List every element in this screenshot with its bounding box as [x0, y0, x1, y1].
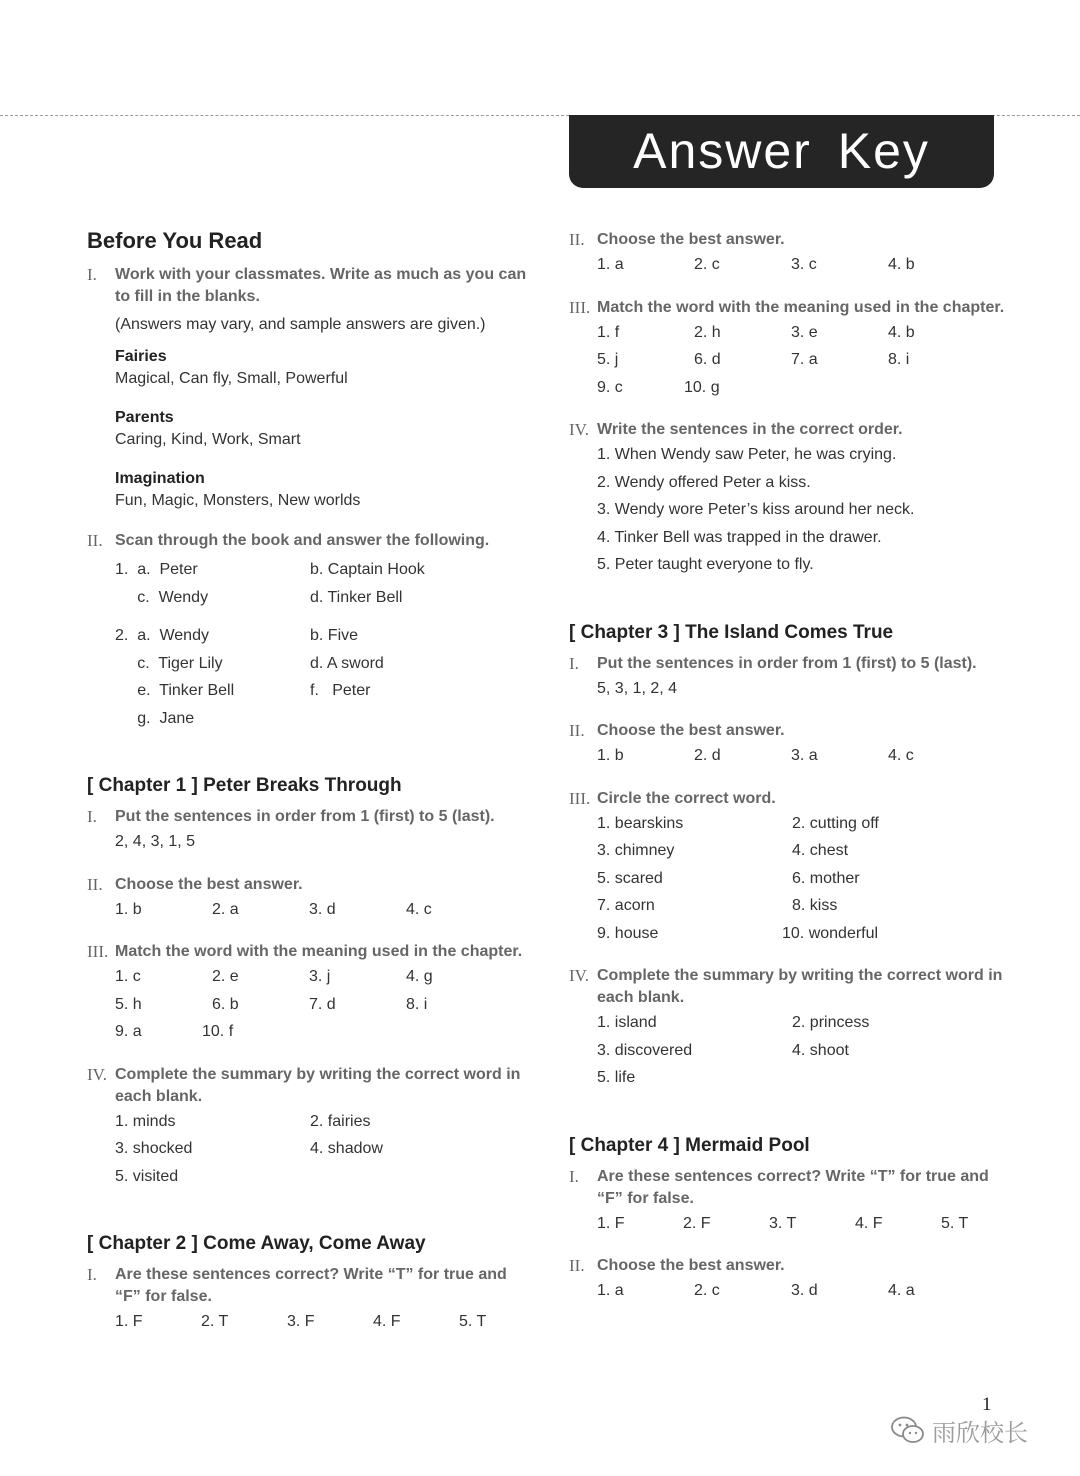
wechat-icon: [890, 1415, 926, 1445]
category-words: Caring, Kind, Work, Smart: [115, 431, 301, 448]
answer: d. A sword: [310, 654, 384, 672]
question-number: I.: [569, 1166, 579, 1186]
chapter-1-section: [87, 772, 527, 1190]
answer-row: [597, 1277, 1009, 1305]
question-text: Work with your classmates. Write as much as you can to fill in the blanks.: [115, 266, 527, 305]
answer-line: 5. Peter taught everyone to fly.: [597, 556, 814, 573]
answer-row: [597, 892, 1009, 920]
left-column: [87, 226, 527, 1370]
answer-row: [115, 622, 527, 650]
answer: 1. F: [115, 1313, 143, 1330]
chapter-2-question-3: [569, 297, 1009, 402]
answer: 9. a: [115, 1023, 142, 1040]
answer-row: [597, 251, 1009, 279]
answer: 1. b: [115, 900, 142, 918]
answer: 3. j: [309, 968, 331, 985]
answer-row: [115, 1108, 527, 1136]
question-text: Put the sentences in order from 1 (first) to 5 (last).: [115, 808, 495, 825]
question-text: Circle the correct word.: [597, 789, 776, 807]
answer: 2. c: [694, 256, 720, 273]
answer: 2. cutting off: [792, 814, 879, 832]
answer: 3. d: [309, 900, 336, 918]
answer: 6. mother: [792, 869, 860, 887]
answer: c. Wendy: [115, 588, 209, 606]
answer: 4. c: [406, 900, 432, 918]
answer-line: 4. Tinker Bell was trapped in the drawer.: [597, 528, 882, 546]
answer: 2. h: [694, 323, 721, 341]
answer: 2. e: [212, 968, 239, 985]
answer-row: [597, 920, 1009, 948]
question-number: I.: [87, 1265, 97, 1284]
answer-row: [115, 963, 527, 991]
chapter-2-question-4: [569, 419, 1009, 579]
answer: 3. a: [791, 747, 818, 764]
chapter-title: [ Chapter 1 ] Peter Breaks Through: [87, 775, 402, 796]
answer: 3. e: [791, 323, 818, 341]
answer-row: [115, 584, 527, 612]
answer: 4. a: [888, 1282, 915, 1299]
right-column: [569, 229, 1009, 1339]
answer-group-2: [115, 622, 527, 732]
question-text: Choose the best answer.: [597, 231, 785, 248]
question-number: II.: [569, 1256, 585, 1275]
question-1: [569, 1166, 1009, 1238]
answer: e. Tinker Bell: [115, 682, 235, 699]
question-text: Are these sentences correct? Write “T” for true and “F” for false.: [115, 1266, 507, 1305]
answer: 10. g: [684, 378, 720, 396]
answer-row: [597, 346, 1009, 374]
answer: b. Five: [310, 627, 359, 644]
answer: 4. shadow: [310, 1140, 383, 1157]
answer: 7. acorn: [597, 897, 655, 914]
answer-line: 3. Wendy wore Peter’s kiss around her neck.: [597, 501, 915, 518]
question-text: Scan through the book and answer the following.: [115, 532, 490, 549]
answer: 5. T: [459, 1313, 487, 1330]
category-name: Fairies: [115, 348, 167, 365]
category-imagination: [115, 468, 527, 512]
question-text: Put the sentences in order from 1 (first) to 5 (last).: [597, 654, 977, 672]
answer-row: [115, 991, 527, 1019]
chapter-3-section: [569, 619, 1009, 1092]
question-number: III.: [569, 297, 591, 317]
page-title: Answer Key: [569, 115, 994, 188]
answer-row: [597, 810, 1009, 838]
question-3: [87, 941, 527, 1046]
answer-row: [597, 1064, 1009, 1092]
answer-row: [597, 742, 1009, 770]
question-number: III.: [569, 788, 591, 808]
question-number: II.: [569, 721, 585, 740]
answer: 1. a. Peter: [115, 561, 198, 578]
answer-row: [597, 1037, 1009, 1065]
question-text: Write the sentences in the correct order.: [597, 421, 903, 438]
answer: 1. c: [115, 968, 141, 985]
question-number: II.: [87, 531, 103, 550]
question-text: Match the word with the meaning used in the chapter.: [115, 943, 523, 960]
answer: 6. b: [212, 995, 239, 1013]
answer: 2. fairies: [310, 1112, 371, 1130]
answer-group-1: [115, 556, 527, 611]
question-note: (Answers may vary, and sample answers are given.): [115, 316, 486, 333]
answer: 1. bearskins: [597, 814, 684, 832]
category-words: Fun, Magic, Monsters, New worlds: [115, 492, 361, 509]
answer: 4. F: [855, 1214, 883, 1232]
question-number: III.: [87, 942, 109, 961]
watermark: [890, 1410, 1060, 1450]
answer: 3. discovered: [597, 1041, 693, 1059]
category-name: Imagination: [115, 470, 205, 487]
answer: 4. b: [888, 256, 915, 273]
answer-line: 1. When Wendy saw Peter, he was crying.: [597, 446, 897, 463]
answer: 5. life: [597, 1069, 636, 1086]
answer: 3. F: [287, 1313, 315, 1330]
answer: 5. j: [597, 351, 619, 368]
question-3: [569, 788, 1009, 948]
answer-row: [115, 677, 527, 705]
question-text: Match the word with the meaning used in the chapter.: [597, 298, 1005, 316]
question-text: Complete the summary by writing the correct word in each blank.: [115, 1065, 521, 1105]
answer: 3. d: [791, 1282, 818, 1299]
chapter-title: [ Chapter 4 ] Mermaid Pool: [569, 1134, 810, 1156]
answer: 1. b: [597, 747, 624, 764]
answer-row: [115, 1018, 527, 1046]
answer: 7. d: [309, 995, 336, 1013]
question-text: Choose the best answer.: [597, 722, 785, 739]
answer: 2. c: [694, 1282, 720, 1299]
answer: 4. shoot: [792, 1041, 849, 1059]
answer: 2. a. Wendy: [115, 627, 209, 644]
category-words: Magical, Can fly, Small, Powerful: [115, 370, 348, 387]
watermark-text: 雨欣校长: [932, 1419, 1028, 1447]
answer: 4. c: [888, 747, 914, 764]
chapter-title: [ Chapter 3 ] The Island Comes True: [569, 621, 894, 643]
answer-row: [597, 1210, 1009, 1238]
question-4: [87, 1064, 527, 1191]
answer: 1. f: [597, 323, 620, 341]
question-2: [87, 530, 527, 732]
chapter-2-question-2: [569, 229, 1009, 279]
answer: 9. c: [597, 378, 623, 396]
answer-line: 2. Wendy offered Peter a kiss.: [597, 473, 811, 491]
question-2: [87, 874, 527, 924]
answer: 2. T: [201, 1313, 229, 1330]
chapter-2-section: [87, 1230, 527, 1336]
answer-row: [597, 374, 1009, 402]
answer: 2. d: [694, 747, 721, 764]
answer: 2. princess: [792, 1014, 870, 1031]
before-you-read-section: [87, 226, 527, 732]
question-number: I.: [87, 265, 97, 284]
answer: 4. F: [373, 1313, 401, 1330]
answer: 5. scared: [597, 869, 663, 887]
answer: 8. i: [406, 995, 428, 1013]
answer: 1. a: [597, 1282, 624, 1299]
question-number: II.: [569, 230, 585, 249]
answer: 10. wonderful: [782, 924, 879, 942]
answer: f. Peter: [310, 682, 371, 699]
answer-row: [597, 837, 1009, 865]
answer: 5, 3, 1, 2, 4: [597, 679, 678, 697]
answer: 1. a: [597, 256, 624, 273]
question-number: IV.: [87, 1064, 107, 1084]
question-1: [87, 806, 527, 856]
answer: 4. g: [406, 968, 433, 985]
answer-row: [115, 1163, 527, 1191]
chapter-title: [ Chapter 2 ] Come Away, Come Away: [87, 1233, 426, 1254]
category-fairies: [115, 346, 527, 390]
answer: 4. chest: [792, 842, 849, 859]
answer: 5. h: [115, 995, 142, 1013]
answer-row: [597, 319, 1009, 347]
answer: 4. b: [888, 323, 915, 341]
answer: 1. minds: [115, 1112, 176, 1130]
answer-row: [115, 1135, 527, 1163]
answer-row: [115, 896, 527, 924]
answer-row: [597, 1009, 1009, 1037]
question-text: Choose the best answer.: [115, 875, 303, 893]
answer: 2. a: [212, 900, 239, 918]
question-1: [87, 1264, 527, 1336]
question-number: I.: [569, 653, 579, 673]
answer: 9. house: [597, 924, 659, 942]
question-2: [569, 720, 1009, 770]
answer-row: [115, 1308, 527, 1336]
answer: 3. T: [769, 1214, 797, 1232]
answer: 3. chimney: [597, 842, 675, 859]
answer: 8. kiss: [792, 897, 838, 914]
category-name: Parents: [115, 409, 174, 426]
question-number: II.: [87, 874, 103, 894]
chapter-4-section: [569, 1132, 1009, 1305]
question-text: Are these sentences correct? Write “T” for true and “F” for false.: [597, 1167, 989, 1207]
category-parents: [115, 407, 527, 451]
answer-row: [115, 556, 527, 584]
answer: 3. shocked: [115, 1140, 193, 1157]
answer: 7. a: [791, 351, 818, 368]
answer: 3. c: [791, 256, 817, 273]
answer-row: [115, 650, 527, 678]
question-number: IV.: [569, 966, 589, 985]
answer: d. Tinker Bell: [310, 588, 403, 606]
question-2: [569, 1255, 1009, 1305]
question-text: Complete the summary by writing the correct word in each blank.: [597, 967, 1003, 1006]
answer: 2, 4, 3, 1, 5: [115, 833, 196, 850]
answer-row: [115, 705, 527, 733]
answer: g. Jane: [115, 709, 195, 727]
answer: 10. f: [202, 1023, 234, 1040]
answer: 8. i: [888, 351, 910, 368]
answer: c. Tiger Lily: [115, 654, 223, 672]
answer: 5. visited: [115, 1167, 179, 1185]
page-number: 1: [982, 1394, 992, 1415]
answer: 1. F: [597, 1214, 625, 1232]
question-text: Choose the best answer.: [597, 1257, 785, 1274]
section-title: Before You Read: [87, 228, 263, 253]
answer: 6. d: [694, 351, 721, 368]
answer: 1. island: [597, 1014, 657, 1031]
answer: b. Captain Hook: [310, 561, 425, 578]
answer: 5. T: [941, 1214, 969, 1232]
question-1: [87, 264, 527, 512]
answer-row: [597, 865, 1009, 893]
question-1: [569, 653, 1009, 703]
question-4: [569, 965, 1009, 1092]
answer: 2. F: [683, 1214, 711, 1232]
question-number: I.: [87, 807, 97, 826]
question-number: IV.: [569, 420, 589, 439]
